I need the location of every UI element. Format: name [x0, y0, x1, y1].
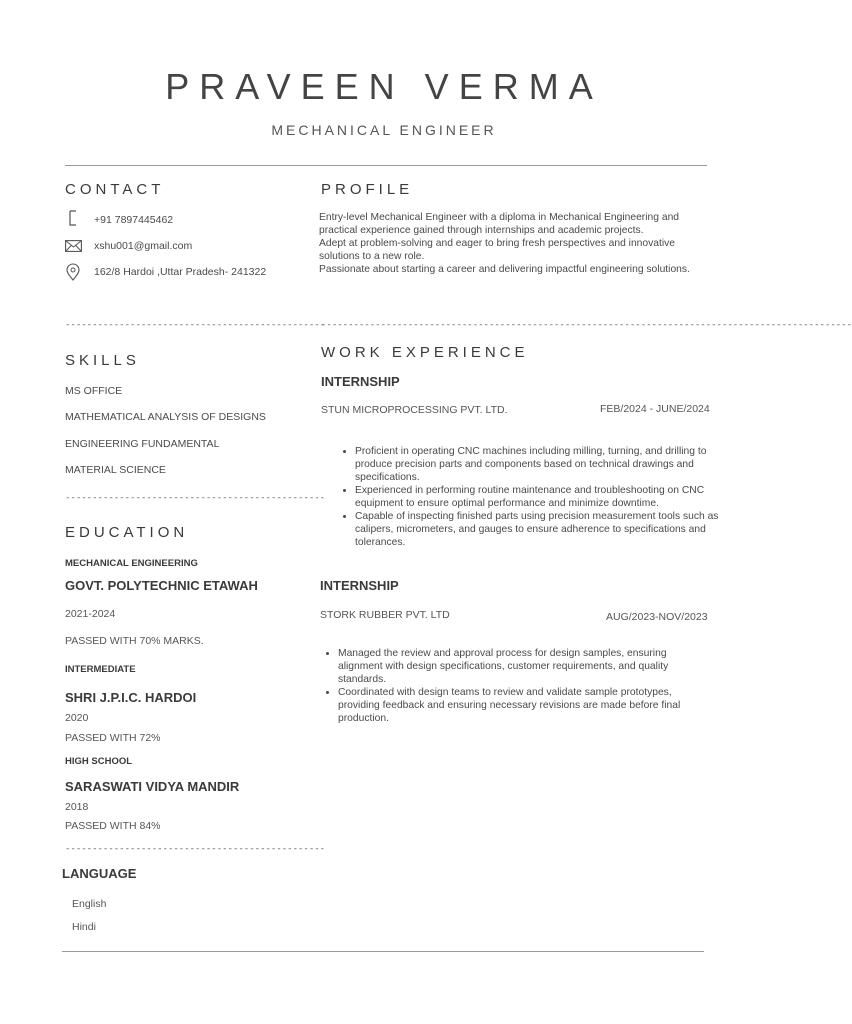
contact-heading: CONTACT: [65, 181, 165, 198]
job-company: STORK RUBBER PVT. LTD: [320, 609, 450, 621]
work-heading: WORK EXPERIENCE: [321, 344, 529, 361]
skill-item: MATHEMATICAL ANALYSIS OF DESIGNS: [65, 411, 266, 423]
job-role: INTERNSHIP: [320, 578, 399, 593]
phone-icon: [66, 210, 78, 226]
education-year: 2018: [65, 801, 89, 813]
education-result: PASSED WITH 70% MARKS.: [65, 635, 204, 647]
language-item: English: [72, 898, 107, 910]
education-level: MECHANICAL ENGINEERING: [65, 558, 198, 569]
job-bullet: • Capable of inspecting finished parts using precision measurement tools such as calipers, micrometers, and gauges to ensure adherence to specifications and tolerances.: [355, 510, 735, 549]
education-year: 2021-2024: [65, 608, 116, 620]
contact-email: xshu001@gmail.com: [94, 240, 193, 252]
contact-address: 162/8 Hardoi ,Uttar Pradesh- 241322: [94, 266, 267, 278]
job-bullet: • Proficient in operating CNC machines including milling, turning, and drilling to produce precision parts and components based on technical drawings and specifications.: [355, 445, 735, 484]
education-level: INTERMEDIATE: [65, 664, 136, 675]
work-divider-top: --------------------------------------------------------------------------------------------------: [321, 320, 852, 330]
resume-name: PRAVEEN VERMA: [165, 66, 603, 107]
skill-item: ENGINEERING FUNDAMENTAL: [65, 438, 220, 450]
job-bullets: [339, 445, 735, 549]
footer-divider: [62, 951, 704, 952]
education-year: 2020: [65, 712, 89, 724]
skills-divider-top: ------------------------------------------------: [65, 320, 326, 330]
profile-line: solutions to a new role.: [319, 251, 425, 262]
education-result: PASSED WITH 72%: [65, 732, 161, 744]
mail-icon: [65, 240, 82, 252]
education-school: SHRI J.P.I.C. HARDOI: [65, 690, 197, 705]
education-result: PASSED WITH 84%: [65, 820, 161, 832]
location-icon: [66, 264, 80, 281]
profile-line: Adept at problem-solving and eager to bring fresh perspectives and innovative: [319, 238, 676, 249]
job-bullets: [322, 647, 710, 725]
job-title: MECHANICAL ENGINEER: [271, 122, 497, 138]
profile-summary: [319, 211, 719, 276]
header-divider: [65, 165, 707, 166]
education-heading: EDUCATION: [65, 524, 189, 541]
education-school: SARASWATI VIDYA MANDIR: [65, 779, 240, 794]
language-heading: LANGUAGE: [62, 866, 137, 881]
job-bullet: • Managed the review and approval process for design samples, ensuring alignment with design specifications, customer requirements, and quality standards.: [338, 647, 710, 686]
profile-heading: PROFILE: [321, 181, 414, 198]
education-divider-top: ------------------------------------------------: [65, 493, 326, 503]
profile-line: Entry-level Mechanical Engineer with a diploma in Mechanical Engineering and: [319, 212, 680, 223]
profile-line: practical experience gained through internships and academic projects.: [319, 225, 644, 236]
job-dates: FEB/2024 - JUNE/2024: [600, 403, 710, 415]
education-level: HIGH SCHOOL: [65, 756, 133, 767]
education-school: GOVT. POLYTECHNIC ETAWAH: [65, 578, 258, 593]
language-item: Hindi: [72, 921, 96, 933]
skill-item: MATERIAL SCIENCE: [65, 464, 166, 476]
profile-line: Passionate about starting a career and delivering impactful engineering solutions.: [319, 264, 690, 275]
job-role: INTERNSHIP: [321, 374, 400, 389]
job-dates: AUG/2023-NOV/2023: [606, 611, 708, 623]
job-bullet: • Coordinated with design teams to review and validate sample prototypes, providing feedback and ensuring necessary revisions are made before final production.: [338, 686, 710, 725]
language-divider-top: ------------------------------------------------: [65, 844, 326, 854]
skills-heading: SKILLS: [65, 352, 140, 369]
contact-phone: +91 7897445462: [94, 214, 174, 226]
job-bullet: • Experienced in performing routine maintenance and troubleshooting on CNC equipment to ensure optimal performance and minimize downtime.: [355, 484, 735, 510]
job-company: STUN MICROPROCESSING PVT. LTD.: [321, 404, 508, 416]
skill-item: MS OFFICE: [65, 385, 123, 397]
